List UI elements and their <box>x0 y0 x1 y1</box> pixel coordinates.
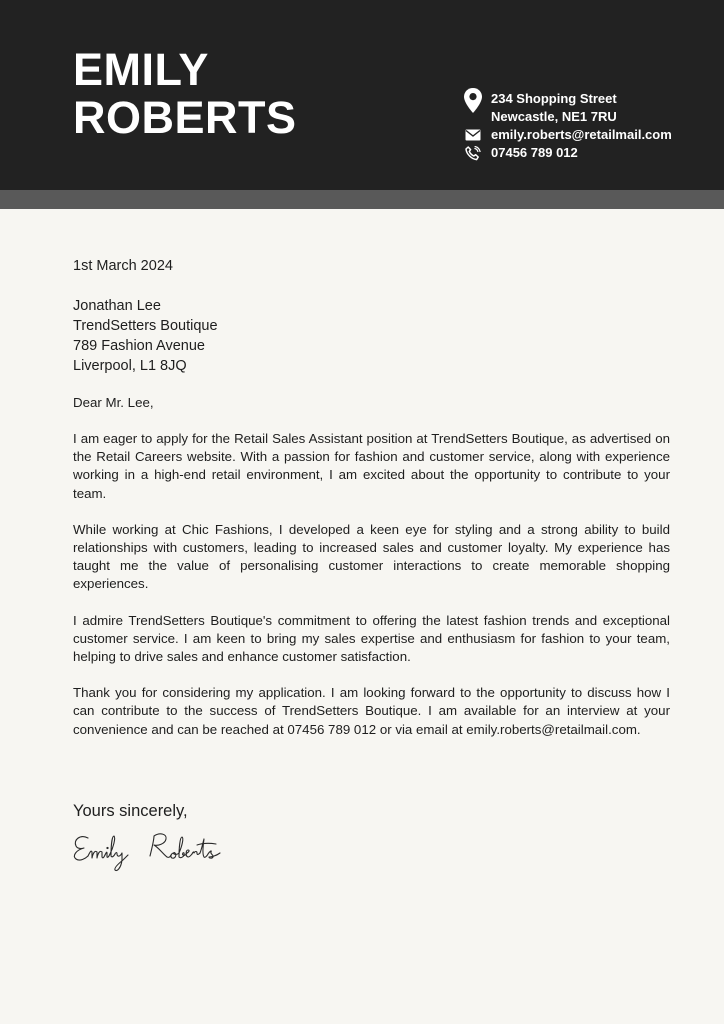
paragraph-closing: Thank you for considering my application. I am looking forward to the opportunity to discuss how I can contribute to the success of TrendSetters Boutique. I am available for an interview at your convenience and can be reached at 07456 789 012 or via email at emily.roberts@retailmail.com. <box>73 685 670 737</box>
phone-icon <box>462 146 484 161</box>
header-divider-band <box>0 190 724 209</box>
location-pin-icon <box>462 87 484 114</box>
email-address[interactable]: emily.roberts@retailmail.com <box>491 127 672 142</box>
address-block <box>462 90 672 126</box>
closing-line: Yours sincerely, <box>73 802 188 820</box>
address-line-1: 234 Shopping Street <box>491 91 617 106</box>
handwritten-signature <box>70 826 245 881</box>
phone-number[interactable]: 07456 789 012 <box>491 145 578 160</box>
paragraph-experience: While working at Chic Fashions, I developed a keen eye for styling and a strong ability to build relationships with customers, leading to increased sales and customer loyalty. My experience has taught me the value of personalising customer interactions to create memorable shopping experiences. <box>73 521 670 592</box>
recipient-street: 789 Fashion Avenue <box>73 338 205 354</box>
salutation: Dear Mr. Lee, <box>73 395 154 410</box>
letter-body <box>73 256 670 739</box>
email-row <box>462 126 672 144</box>
contact-details <box>462 86 672 162</box>
recipient-city: Liverpool, L1 8JQ <box>73 358 187 374</box>
first-name: EMILY <box>73 44 209 95</box>
address-line-2: Newcastle, NE1 7RU <box>491 109 617 124</box>
envelope-icon <box>462 129 484 141</box>
header-banner <box>0 0 724 190</box>
recipient-company: TrendSetters Boutique <box>73 318 218 334</box>
last-name: ROBERTS <box>73 92 297 143</box>
paragraph-motivation: I admire TrendSetters Boutique's commitment to offering the latest fashion trends and exceptional customer service. I am keen to bring my sales expertise and enthusiasm for fashion to your team, helping to drive sales and enhance customer satisfaction. <box>73 612 670 665</box>
recipient-address <box>73 296 670 376</box>
paragraph-intro: I am eager to apply for the Retail Sales Assistant position at TrendSetters Boutique, as advertised on the Retail Careers website. With a passion for fashion and customer service, along with experience working in a high-end retail environment, I am excited about the opportunity to contribute to your team. <box>73 431 670 501</box>
phone-row <box>462 144 672 162</box>
letter-date: 1st March 2024 <box>73 258 173 274</box>
applicant-name <box>73 46 297 142</box>
recipient-name: Jonathan Lee <box>73 298 161 314</box>
